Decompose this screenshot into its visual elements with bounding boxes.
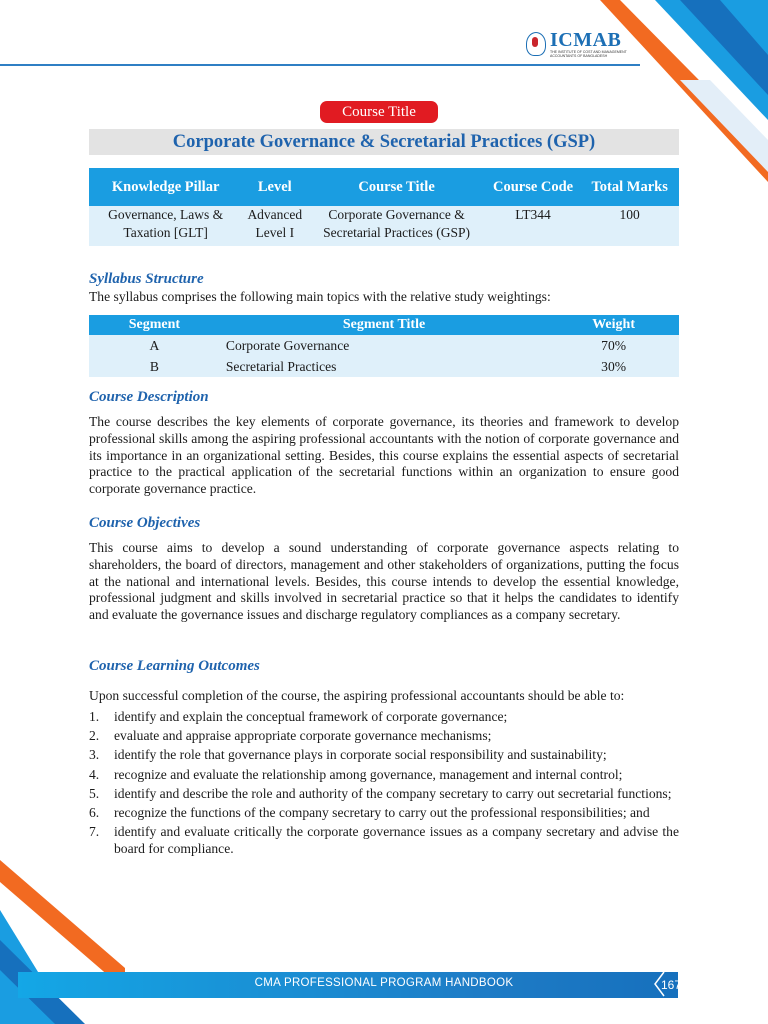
icmab-logo bbox=[526, 30, 628, 58]
list-item bbox=[89, 824, 679, 858]
syllabus-heading: Syllabus Structure bbox=[89, 271, 204, 287]
list-text: recognize and evaluate the relationship among governance, management and internal control; bbox=[114, 766, 623, 782]
table-header-row bbox=[89, 168, 679, 206]
outcomes-heading: Course Learning Outcomes bbox=[89, 658, 260, 674]
list-text: recognize the functions of the company secretary to carry out the professional responsibilities; and bbox=[114, 804, 650, 820]
list-number: 1. bbox=[89, 709, 100, 724]
logo-emblem-icon bbox=[526, 32, 546, 56]
column-header: Knowledge Pillar bbox=[89, 168, 242, 206]
syllabus-intro: The syllabus comprises the following main topics with the relative study weightings: bbox=[89, 289, 551, 304]
list-number: 2. bbox=[89, 728, 100, 744]
list-item bbox=[89, 805, 679, 822]
page-number: 167 bbox=[660, 978, 682, 992]
table-row bbox=[89, 335, 679, 356]
table-cell: LT344 bbox=[486, 206, 580, 246]
list-text: evaluate and appraise appropriate corporate governance mechanisms; bbox=[114, 728, 492, 744]
outcomes-list bbox=[89, 709, 679, 860]
list-text: identify and describe the role and authority of the company secretary to carry out secretarial functions; bbox=[114, 785, 672, 801]
list-item bbox=[89, 747, 679, 764]
description-text: The course describes the key elements of corporate governance, its theories and framework to develop professional skills among the aspiring professional accountants with the notion of corporate governance and its importance in an organizational setting. Besides, this course explains the essential aspects of secretarial practice to the practical application of the secretarial functions within an organization to ensure good corporate governance practice. bbox=[89, 414, 679, 497]
column-header: Level bbox=[242, 168, 307, 206]
column-header: Total Marks bbox=[580, 168, 679, 206]
list-item bbox=[89, 786, 679, 803]
column-header: Course Code bbox=[486, 168, 580, 206]
list-item bbox=[89, 709, 679, 726]
column-header: Segment bbox=[89, 315, 220, 335]
course-title-badge: Course Title bbox=[320, 101, 438, 123]
table-cell: Corporate Governance bbox=[220, 335, 548, 356]
column-header: Weight bbox=[548, 315, 679, 335]
logo-tagline: THE INSTITUTE OF COST AND MANAGEMENT ACCOUNTANTS OF BANGLADESH bbox=[550, 50, 627, 58]
description-heading: Course Description bbox=[89, 389, 209, 405]
footer-title: CMA PROFESSIONAL PROGRAM HANDBOOK bbox=[254, 977, 514, 989]
table-row bbox=[89, 356, 679, 377]
table-cell: Secretarial Practices bbox=[220, 356, 548, 377]
list-number: 6. bbox=[89, 804, 100, 820]
table-cell: Corporate Governance & Secretarial Practices (GSP) bbox=[307, 206, 485, 246]
objectives-heading: Course Objectives bbox=[89, 515, 201, 531]
table-cell: A bbox=[89, 335, 220, 356]
course-name-banner: Corporate Governance & Secretarial Practices (GSP) bbox=[89, 129, 679, 155]
list-item bbox=[89, 728, 679, 745]
table-cell: Advanced Level I bbox=[242, 206, 307, 246]
table-cell: B bbox=[89, 356, 220, 377]
list-item bbox=[89, 767, 679, 784]
logo-wordmark: ICMAB bbox=[550, 29, 622, 51]
list-number: 7. bbox=[89, 824, 100, 840]
table-header-row bbox=[89, 315, 679, 335]
outcomes-intro: Upon successful completion of the course, the aspiring professional accountants should be able to: bbox=[89, 688, 625, 703]
table-cell: 30% bbox=[548, 356, 679, 377]
syllabus-table bbox=[89, 315, 679, 377]
list-number: 3. bbox=[89, 747, 100, 763]
table-cell: Governance, Laws & Taxation [GLT] bbox=[89, 206, 242, 246]
course-info-table bbox=[89, 168, 679, 246]
table-cell: 70% bbox=[548, 335, 679, 356]
header-rule bbox=[0, 64, 640, 66]
table-cell: 100 bbox=[580, 206, 679, 246]
objectives-text: This course aims to develop a sound understanding of corporate governance aspects relating to shareholders, the board of directors, management and other stakeholders of organizations, putting the focus at the national and international levels. Besides, this course intends to develop the essential knowledge, professional judgment and skills involved in secretarial practice so that it helps the candidates to identify and evaluate the governance issues and discharge regulatory compliances as a company secretary. bbox=[89, 540, 679, 623]
list-number: 5. bbox=[89, 785, 100, 801]
column-header: Segment Title bbox=[220, 315, 548, 335]
list-text: identify the role that governance plays in corporate social responsibility and sustainability; bbox=[114, 747, 607, 763]
column-header: Course Title bbox=[307, 168, 485, 206]
list-text: identify and explain the conceptual framework of corporate governance; bbox=[114, 709, 508, 724]
list-text: identify and evaluate critically the corporate governance issues as a company secretary and advise the board for compliance. bbox=[114, 824, 679, 856]
table-row bbox=[89, 206, 679, 246]
list-number: 4. bbox=[89, 766, 100, 782]
